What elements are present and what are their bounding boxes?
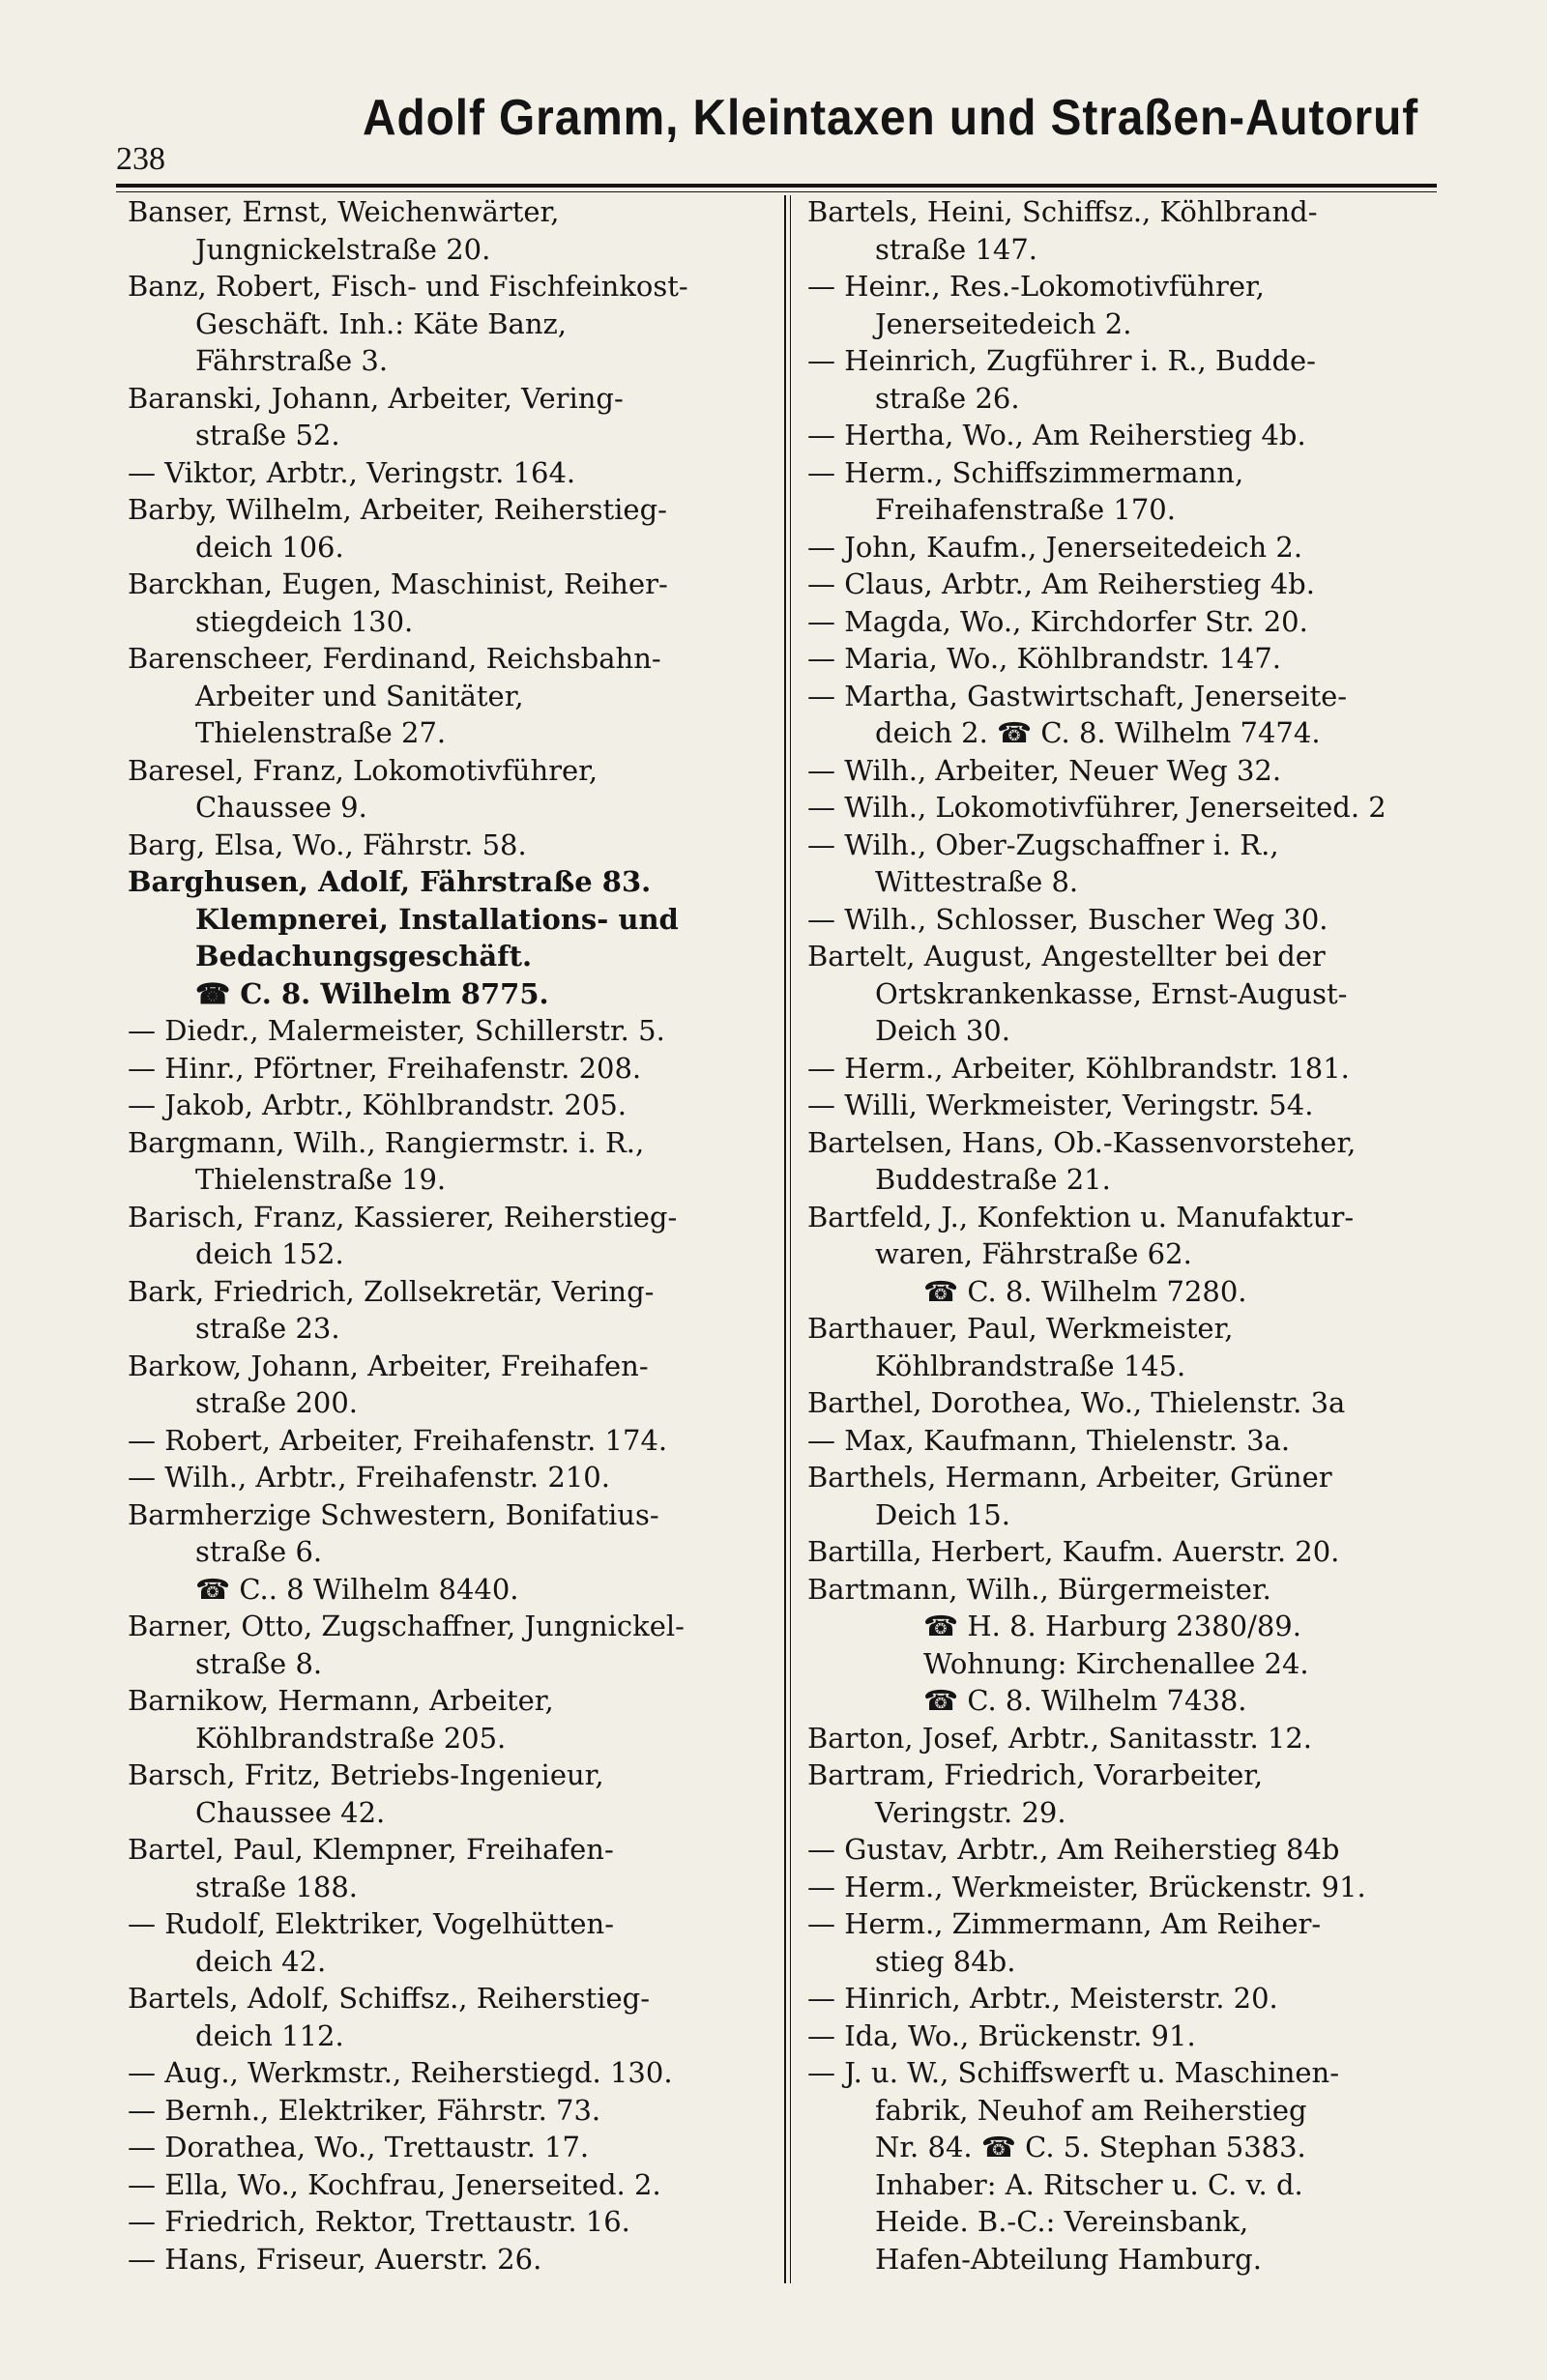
entry-continuation-line: Geschäft. Inh.: Käte Banz, bbox=[195, 306, 568, 340]
directory-entry bbox=[807, 1533, 1445, 1571]
directory-entry bbox=[807, 1980, 1445, 2017]
entry-name-line: Banz, Robert, Fisch- und Fischfeinkost- bbox=[128, 270, 688, 303]
entry-continuation-line: Inhaber: A. Ritscher u. C. v. d. bbox=[875, 2167, 1303, 2201]
column-divider bbox=[784, 195, 786, 2283]
entry-continuation-line: Wittestraße 8. bbox=[875, 865, 1079, 898]
entry-continuation-line: Hafen-Abteilung Hamburg. bbox=[875, 2242, 1262, 2276]
directory-entry bbox=[128, 1050, 777, 1088]
directory-entry bbox=[128, 2203, 777, 2241]
entry-name-line: Bartelt, August, Angestellter bei der bbox=[807, 940, 1326, 972]
directory-entry bbox=[807, 566, 1445, 603]
entry-name-line: Bartfeld, J., Konfektion u. Manufaktur- bbox=[807, 1200, 1355, 1234]
entry-name-line: — Ida, Wo., Brückenstr. 91. bbox=[807, 2018, 1196, 2052]
entry-continuation-line: ☎ C. 8. Wilhelm 8775. bbox=[195, 976, 549, 1010]
directory-entry bbox=[128, 1273, 777, 1348]
directory-entry bbox=[807, 193, 1445, 268]
entry-name-line: — Claus, Arbtr., Am Reiherstieg 4b. bbox=[807, 567, 1315, 600]
column-divider-thin bbox=[790, 195, 791, 2283]
entry-name-line: Baresel, Franz, Lokomotivführer, bbox=[128, 753, 598, 787]
entry-name-line: — Hertha, Wo., Am Reiherstieg 4b. bbox=[807, 419, 1306, 451]
directory-entry bbox=[807, 2017, 1445, 2055]
entry-name-line: — Bernh., Elektriker, Fährstr. 73. bbox=[128, 2093, 601, 2127]
entry-continuation-line: deich 106. bbox=[195, 530, 344, 564]
entry-continuation-line: ☎ C. 8. Wilhelm 7280. bbox=[923, 1274, 1247, 1308]
entry-continuation-line: Wohnung: Kirchenallee 24. bbox=[923, 1646, 1309, 1680]
entry-name-line: Bargmann, Wilh., Rangiermstr. i. R., bbox=[128, 1125, 645, 1159]
entry-name-line: — John, Kaufm., Jenerseitedeich 2. bbox=[807, 530, 1303, 564]
entry-continuation-line: straße 52. bbox=[195, 419, 340, 451]
entry-continuation-line: Jenerseitedeich 2. bbox=[875, 306, 1132, 340]
entry-continuation-line: stiegdeich 130. bbox=[195, 604, 414, 638]
directory-entry bbox=[807, 603, 1445, 641]
entry-continuation-line: Deich 30. bbox=[875, 1014, 1010, 1047]
entry-name-line: — Herm., Werkmeister, Brückenstr. 91. bbox=[807, 1870, 1366, 1903]
entry-name-line: Barthauer, Paul, Werkmeister, bbox=[807, 1312, 1234, 1345]
directory-entry bbox=[128, 2241, 777, 2278]
entry-name-line: — Heinr., Res.-Lokomotivführer, bbox=[807, 270, 1265, 303]
page-header-title: Adolf Gramm, Kleintaxen und Straßen-Autoruf bbox=[363, 90, 1419, 146]
directory-entry bbox=[807, 1756, 1445, 1831]
entry-continuation-line: deich 112. bbox=[195, 2018, 344, 2052]
entry-name-line: — Gustav, Arbtr., Am Reiherstieg 84b bbox=[807, 1833, 1340, 1866]
entry-name-line: — Wilh., Arbtr., Freihafenstr. 210. bbox=[128, 1461, 610, 1494]
directory-entry bbox=[807, 1459, 1445, 1533]
directory-entry bbox=[807, 2054, 1445, 2278]
entry-name-line: Barkow, Johann, Arbeiter, Freihafen- bbox=[128, 1349, 649, 1382]
entry-name-line: Bark, Friedrich, Zollsekretär, Vering- bbox=[128, 1274, 655, 1308]
entry-name-line: Barenscheer, Ferdinand, Reichsbahn- bbox=[128, 642, 661, 675]
entry-name-line: — Hans, Friseur, Auerstr. 26. bbox=[128, 2242, 542, 2276]
entry-name-line: — Herm., Schiffszimmermann, bbox=[807, 455, 1244, 489]
entry-continuation-line: straße 188. bbox=[195, 1870, 359, 1903]
entry-name-line: Baranski, Johann, Arbeiter, Vering- bbox=[128, 381, 624, 415]
entry-name-line: Bartram, Friedrich, Vorarbeiter, bbox=[807, 1758, 1264, 1791]
directory-entry bbox=[807, 417, 1445, 454]
entry-name-line: Barisch, Franz, Kassierer, Reiherstieg- bbox=[128, 1200, 678, 1234]
entry-name-line: — Magda, Wo., Kirchdorfer Str. 20. bbox=[807, 604, 1308, 638]
entry-name-line: — Diedr., Malermeister, Schillerstr. 5. bbox=[128, 1014, 665, 1047]
entry-name-line: Barsch, Fritz, Betriebs-Ingenieur, bbox=[128, 1758, 604, 1791]
directory-entry bbox=[807, 1905, 1445, 1980]
entry-name-line: — Maria, Wo., Köhlbrandstr. 147. bbox=[807, 642, 1281, 675]
entry-name-line: — Willi, Werkmeister, Veringstr. 54. bbox=[807, 1088, 1314, 1121]
directory-entry bbox=[807, 789, 1445, 827]
directory-entry bbox=[807, 938, 1445, 1050]
directory-entry bbox=[807, 454, 1445, 529]
directory-entry bbox=[128, 1422, 777, 1460]
directory-entry bbox=[807, 901, 1445, 939]
directory-entry bbox=[807, 1831, 1445, 1869]
directory-entry bbox=[128, 1608, 777, 1682]
directory-entry bbox=[807, 1087, 1445, 1124]
directory-entry bbox=[807, 752, 1445, 790]
entry-continuation-line: Veringstr. 29. bbox=[875, 1795, 1066, 1829]
entry-continuation-line: straße 147. bbox=[875, 232, 1038, 266]
entry-continuation-line: deich 152. bbox=[195, 1237, 344, 1270]
entry-name-line: Barg, Elsa, Wo., Fährstr. 58. bbox=[128, 827, 527, 861]
directory-entry bbox=[128, 454, 777, 492]
header-rule-thin bbox=[116, 191, 1437, 192]
entry-name-line: Bartels, Adolf, Schiffsz., Reiherstieg- bbox=[128, 1982, 651, 2015]
directory-entry bbox=[128, 2129, 777, 2166]
entry-name-line: — Rudolf, Elektriker, Vogelhütten- bbox=[128, 1907, 615, 1940]
entry-continuation-line: Heide. B.-C.: Vereinsbank, bbox=[875, 2205, 1249, 2238]
entry-continuation-line: Thielenstraße 19. bbox=[195, 1163, 447, 1196]
entry-name-line: Barnikow, Hermann, Arbeiter, bbox=[128, 1684, 554, 1717]
directory-entry bbox=[128, 2054, 777, 2092]
entry-name-line: — Viktor, Arbtr., Veringstr. 164. bbox=[128, 455, 576, 489]
entry-name-line: — Herm., Zimmermann, Am Reiher- bbox=[807, 1907, 1322, 1940]
left-column bbox=[128, 193, 777, 2278]
entry-continuation-line: deich 2. ☎ C. 8. Wilhelm 7474. bbox=[875, 716, 1321, 749]
directory-entry bbox=[128, 566, 777, 640]
entry-name-line: — Heinrich, Zugführer i. R., Budde- bbox=[807, 344, 1316, 377]
entry-name-line: Barthels, Hermann, Arbeiter, Grüner bbox=[807, 1461, 1332, 1494]
entry-continuation-line: straße 200. bbox=[195, 1386, 359, 1419]
entry-name-line: — Ella, Wo., Kochfrau, Jenerseited. 2. bbox=[128, 2167, 661, 2201]
entry-continuation-line: straße 26. bbox=[875, 381, 1020, 415]
directory-entry bbox=[807, 827, 1445, 901]
directory-entry bbox=[807, 1571, 1445, 1720]
entry-name-line: Barghusen, Adolf, Fährstraße 83. bbox=[128, 865, 652, 898]
directory-entry bbox=[128, 1124, 777, 1199]
entry-name-line: — Hinrich, Arbtr., Meisterstr. 20. bbox=[807, 1982, 1278, 2015]
directory-entry bbox=[807, 1124, 1445, 1199]
directory-entry bbox=[807, 1422, 1445, 1460]
entry-name-line: Barthel, Dorothea, Wo., Thielenstr. 3a bbox=[807, 1386, 1346, 1419]
entry-name-line: — Jakob, Arbtr., Köhlbrandstr. 205. bbox=[128, 1088, 627, 1121]
directory-entry bbox=[128, 2166, 777, 2204]
directory-entry bbox=[128, 1348, 777, 1422]
directory-entry bbox=[807, 529, 1445, 566]
directory-entry bbox=[128, 1756, 777, 1831]
entry-continuation-line: Jungnickelstraße 20. bbox=[195, 232, 491, 266]
entry-continuation-line: Bedachungsgeschäft. bbox=[195, 940, 533, 972]
entry-name-line: — Max, Kaufmann, Thielenstr. 3a. bbox=[807, 1423, 1291, 1457]
directory-entry bbox=[128, 193, 777, 268]
entry-name-line: Barner, Otto, Zugschaffner, Jungnickel- bbox=[128, 1610, 685, 1642]
directory-entry bbox=[128, 1087, 777, 1124]
entry-name-line: — Wilh., Arbeiter, Neuer Weg 32. bbox=[807, 753, 1282, 787]
entry-name-line: — Wilh., Schlosser, Buscher Weg 30. bbox=[807, 902, 1328, 936]
entry-continuation-line: ☎ H. 8. Harburg 2380/89. bbox=[923, 1610, 1301, 1642]
directory-entry bbox=[128, 1905, 777, 1980]
entry-name-line: — Wilh., Ober-Zugschaffner i. R., bbox=[807, 827, 1279, 861]
right-column bbox=[807, 193, 1445, 2278]
directory-entry bbox=[807, 342, 1445, 417]
entry-name-line: — Hinr., Pförtner, Freihafenstr. 208. bbox=[128, 1051, 642, 1085]
directory-entry bbox=[807, 1310, 1445, 1384]
entry-name-line: Barckhan, Eugen, Maschinist, Reiher- bbox=[128, 567, 668, 600]
entry-name-line: Bartmann, Wilh., Bürgermeister. bbox=[807, 1572, 1271, 1606]
directory-entry bbox=[128, 640, 777, 752]
directory-entry bbox=[807, 678, 1445, 752]
entry-continuation-line: Thielenstraße 27. bbox=[195, 716, 447, 749]
entry-continuation-line: waren, Fährstraße 62. bbox=[875, 1237, 1192, 1270]
directory-entry bbox=[128, 1682, 777, 1756]
directory-entry bbox=[807, 1050, 1445, 1088]
directory-entry bbox=[128, 491, 777, 566]
entry-name-line: — Martha, Gastwirtschaft, Jenerseite- bbox=[807, 679, 1348, 712]
directory-entry bbox=[807, 640, 1445, 678]
entry-name-line: Bartilla, Herbert, Kaufm. Auerstr. 20. bbox=[807, 1535, 1340, 1568]
entry-continuation-line: deich 42. bbox=[195, 1944, 327, 1978]
entry-continuation-line: Klempnerei, Installations- und bbox=[195, 902, 679, 936]
directory-entry bbox=[807, 1384, 1445, 1422]
entry-continuation-line: Chaussee 9. bbox=[195, 791, 367, 824]
entry-continuation-line: Nr. 84. ☎ C. 5. Stephan 5383. bbox=[875, 2131, 1306, 2163]
directory-entry bbox=[128, 752, 777, 827]
entry-name-line: Bartel, Paul, Klempner, Freihafen- bbox=[128, 1833, 614, 1866]
entry-continuation-line: Deich 15. bbox=[875, 1497, 1010, 1531]
entry-name-line: — J. u. W., Schiffswerft u. Maschinen- bbox=[807, 2056, 1340, 2089]
entry-continuation-line: Köhlbrandstraße 145. bbox=[875, 1349, 1186, 1382]
entry-name-line: Banser, Ernst, Weichenwärter, bbox=[128, 195, 560, 228]
entry-continuation-line: straße 23. bbox=[195, 1312, 340, 1345]
entry-continuation-line: Freihafenstraße 170. bbox=[875, 493, 1176, 526]
directory-entry bbox=[807, 1720, 1445, 1757]
entry-continuation-line: straße 6. bbox=[195, 1535, 323, 1568]
entry-continuation-line: Köhlbrandstraße 205. bbox=[195, 1721, 507, 1755]
directory-entry bbox=[807, 268, 1445, 342]
directory-entry bbox=[128, 268, 777, 380]
directory-entry bbox=[128, 1831, 777, 1905]
directory-entry bbox=[128, 380, 777, 454]
entry-continuation-line: Arbeiter und Sanitäter, bbox=[195, 679, 524, 712]
entry-name-line: — Aug., Werkmstr., Reiherstiegd. 130. bbox=[128, 2056, 673, 2089]
directory-entry bbox=[128, 1459, 777, 1496]
entry-name-line: Barton, Josef, Arbtr., Sanitasstr. 12. bbox=[807, 1721, 1313, 1755]
entry-name-line: — Robert, Arbeiter, Freihafenstr. 174. bbox=[128, 1423, 668, 1457]
entry-name-line: Barby, Wilhelm, Arbeiter, Reiherstieg- bbox=[128, 493, 667, 526]
entry-continuation-line: Ortskrankenkasse, Ernst-August- bbox=[875, 976, 1348, 1010]
directory-entry bbox=[128, 827, 777, 864]
directory-entry bbox=[128, 2092, 777, 2130]
page-number: 238 bbox=[116, 141, 165, 177]
directory-entry bbox=[807, 1199, 1445, 1311]
entry-continuation-line: ☎ C. 8. Wilhelm 7438. bbox=[923, 1684, 1247, 1717]
directory-entry bbox=[128, 1199, 777, 1273]
entry-name-line: Bartelsen, Hans, Ob.-Kassenvorsteher, bbox=[807, 1125, 1357, 1159]
entry-name-line: — Friedrich, Rektor, Trettaustr. 16. bbox=[128, 2205, 630, 2238]
entry-name-line: — Herm., Arbeiter, Köhlbrandstr. 181. bbox=[807, 1051, 1350, 1085]
directory-entry bbox=[128, 1496, 777, 1609]
entry-continuation-line: Chaussee 42. bbox=[195, 1795, 386, 1829]
entry-continuation-line: fabrik, Neuhof am Reiherstieg bbox=[875, 2093, 1307, 2127]
entry-name-line: — Wilh., Lokomotivführer, Jenerseited. 2 bbox=[807, 791, 1386, 824]
entry-continuation-line: ☎ C.. 8 Wilhelm 8440. bbox=[195, 1572, 519, 1606]
directory-entry bbox=[128, 1980, 777, 2054]
directory-entry bbox=[807, 1869, 1445, 1906]
entry-name-line: — Dorathea, Wo., Trettaustr. 17. bbox=[128, 2131, 590, 2163]
entry-name-line: Bartels, Heini, Schiffsz., Köhlbrand- bbox=[807, 195, 1318, 228]
directory-entry bbox=[128, 1012, 777, 1050]
entry-name-line: Barmherzige Schwestern, Bonifatius- bbox=[128, 1497, 659, 1531]
entry-continuation-line: Fährstraße 3. bbox=[195, 344, 389, 377]
entry-continuation-line: stieg 84b. bbox=[875, 1944, 1016, 1978]
entry-continuation-line: straße 8. bbox=[195, 1646, 323, 1680]
entry-continuation-line: Buddestraße 21. bbox=[875, 1163, 1111, 1196]
header-rule bbox=[116, 184, 1437, 188]
directory-entry bbox=[128, 863, 777, 1012]
